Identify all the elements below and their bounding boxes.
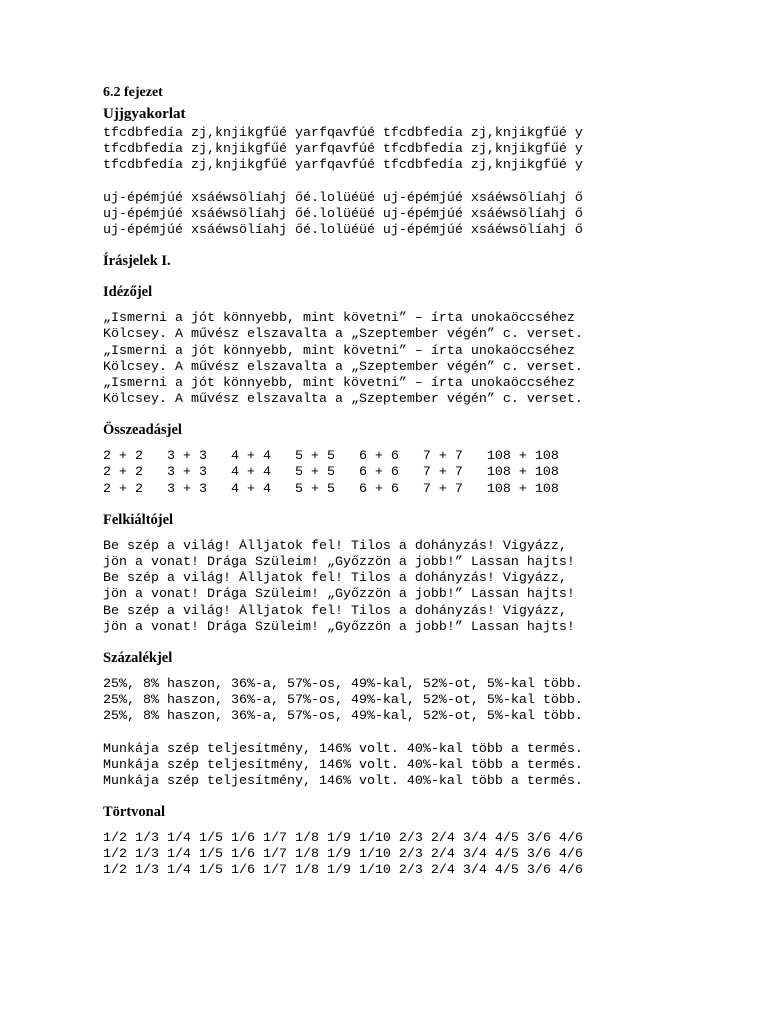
- practice-line: Kölcsey. A művész elszavalta a „Szeptember végén” c. verset.: [103, 392, 583, 408]
- szazalekjel-block-1: [103, 677, 683, 726]
- practice-line: „Ismerni a jót könnyebb, mint követni” – írta unokaöccséhez: [103, 375, 575, 391]
- practice-block-1: [103, 126, 683, 175]
- practice-line: Be szép a világ! Álljatok fel! Tilos a dohányzás! Vigyázz,: [103, 603, 567, 619]
- section-heading-idezojel: Idézőjel: [103, 284, 153, 301]
- section-heading-tortvonal: Törtvonal: [103, 804, 166, 821]
- osszeadasjel-block: [103, 449, 683, 498]
- practice-line: Munkája szép teljesítmény, 146% volt. 40%-kal több a termés.: [103, 773, 583, 789]
- practice-line: Be szép a világ! Álljatok fel! Tilos a dohányzás! Vigyázz,: [103, 571, 567, 587]
- section-heading-irasjelek: Írásjelek I.: [103, 253, 171, 270]
- practice-line: Munkája szép teljesítmény, 146% volt. 40%-kal több a termés.: [103, 757, 583, 773]
- szazalekjel-block-2: [103, 742, 683, 791]
- practice-line: Munkája szép teljesítmény, 146% volt. 40%-kal több a termés.: [103, 741, 583, 757]
- practice-line: 2 + 2 3 + 3 4 + 4 5 + 5 6 + 6 7 + 7 108 + 108: [103, 449, 559, 465]
- practice-line: jön a vonat! Drága Szüleim! „Győzzön a jobb!” Lassan hajts!: [103, 555, 575, 570]
- practice-line: 25%, 8% haszon, 36%-a, 57%-os, 49%-kal, 52%-ot, 5%-kal több.: [103, 676, 583, 692]
- practice-line: 25%, 8% haszon, 36%-a, 57%-os, 49%-kal, 52%-ot, 5%-kal több.: [103, 709, 583, 725]
- practice-line: 25%, 8% haszon, 36%-a, 57%-os, 49%-kal, 52%-ot, 5%-kal több.: [103, 693, 583, 709]
- practice-line: 2 + 2 3 + 3 4 + 4 5 + 5 6 + 6 7 + 7 108 + 108: [103, 465, 559, 481]
- practice-line: uj-épémjúé xsáéwsölíahj őé.lolüéüé uj-épémjúé xsáéwsölíahj ő: [103, 190, 583, 206]
- section-heading-felkialtojel: Felkiáltójel: [103, 511, 174, 528]
- practice-line: Be szép a világ! Álljatok fel! Tilos a dohányzás! Vigyázz,: [103, 538, 567, 554]
- practice-line: jön a vonat! Drága Szüleim! „Győzzön a jobb!” Lassan hajts!: [103, 619, 575, 635]
- tortvonal-block: [103, 831, 683, 880]
- practice-line: 1/2 1/3 1/4 1/5 1/6 1/7 1/8 1/9 1/10 2/3 2/4 3/4 4/5 3/6 4/6: [103, 847, 583, 863]
- practice-line: jön a vonat! Drága Szüleim! „Győzzön a jobb!” Lassan hajts!: [103, 587, 575, 603]
- section-heading-osszeadasjel: Összeadásjel: [103, 422, 182, 439]
- document-page: [103, 84, 683, 880]
- practice-line: Kölcsey. A művész elszavalta a „Szeptember végén” c. verset.: [103, 327, 583, 343]
- practice-line: „Ismerni a jót könnyebb, mint követni” – írta unokaöccséhez: [103, 311, 575, 327]
- practice-line: 2 + 2 3 + 3 4 + 4 5 + 5 6 + 6 7 + 7 108 + 108: [103, 481, 559, 497]
- practice-line: uj-épémjúé xsáéwsölíahj őé.lolüéüé uj-épémjúé xsáéwsölíahj ő: [103, 222, 583, 238]
- section-heading-szazalekjel: Százalékjel: [103, 649, 173, 666]
- practice-block-2: [103, 191, 683, 240]
- practice-line: „Ismerni a jót könnyebb, mint követni” – írta unokaöccséhez: [103, 343, 575, 359]
- idezojel-block: [103, 311, 683, 408]
- practice-line: tfcdbfedía zj,knjikgfűé yarfqavfúé tfcdbfedía zj,knjikgfűé y: [103, 142, 583, 158]
- practice-line: Kölcsey. A művész elszavalta a „Szeptember végén” c. verset.: [103, 359, 583, 375]
- practice-line: 1/2 1/3 1/4 1/5 1/6 1/7 1/8 1/9 1/10 2/3 2/4 3/4 4/5 3/6 4/6: [103, 863, 583, 879]
- practice-line: tfcdbfedía zj,knjikgfűé yarfqavfúé tfcdbfedía zj,knjikgfűé y: [103, 126, 583, 141]
- chapter-label: 6.2 fejezet: [103, 85, 163, 100]
- practice-line: uj-épémjúé xsáéwsölíahj őé.lolüéüé uj-épémjúé xsáéwsölíahj ő: [103, 206, 583, 222]
- exercise-title: Ujjgyakorlat: [103, 106, 186, 122]
- practice-line: 1/2 1/3 1/4 1/5 1/6 1/7 1/8 1/9 1/10 2/3 2/4 3/4 4/5 3/6 4/6: [103, 831, 583, 847]
- practice-line: tfcdbfedía zj,knjikgfűé yarfqavfúé tfcdbfedía zj,knjikgfűé y: [103, 158, 583, 174]
- felkialtojel-block: [103, 539, 683, 636]
